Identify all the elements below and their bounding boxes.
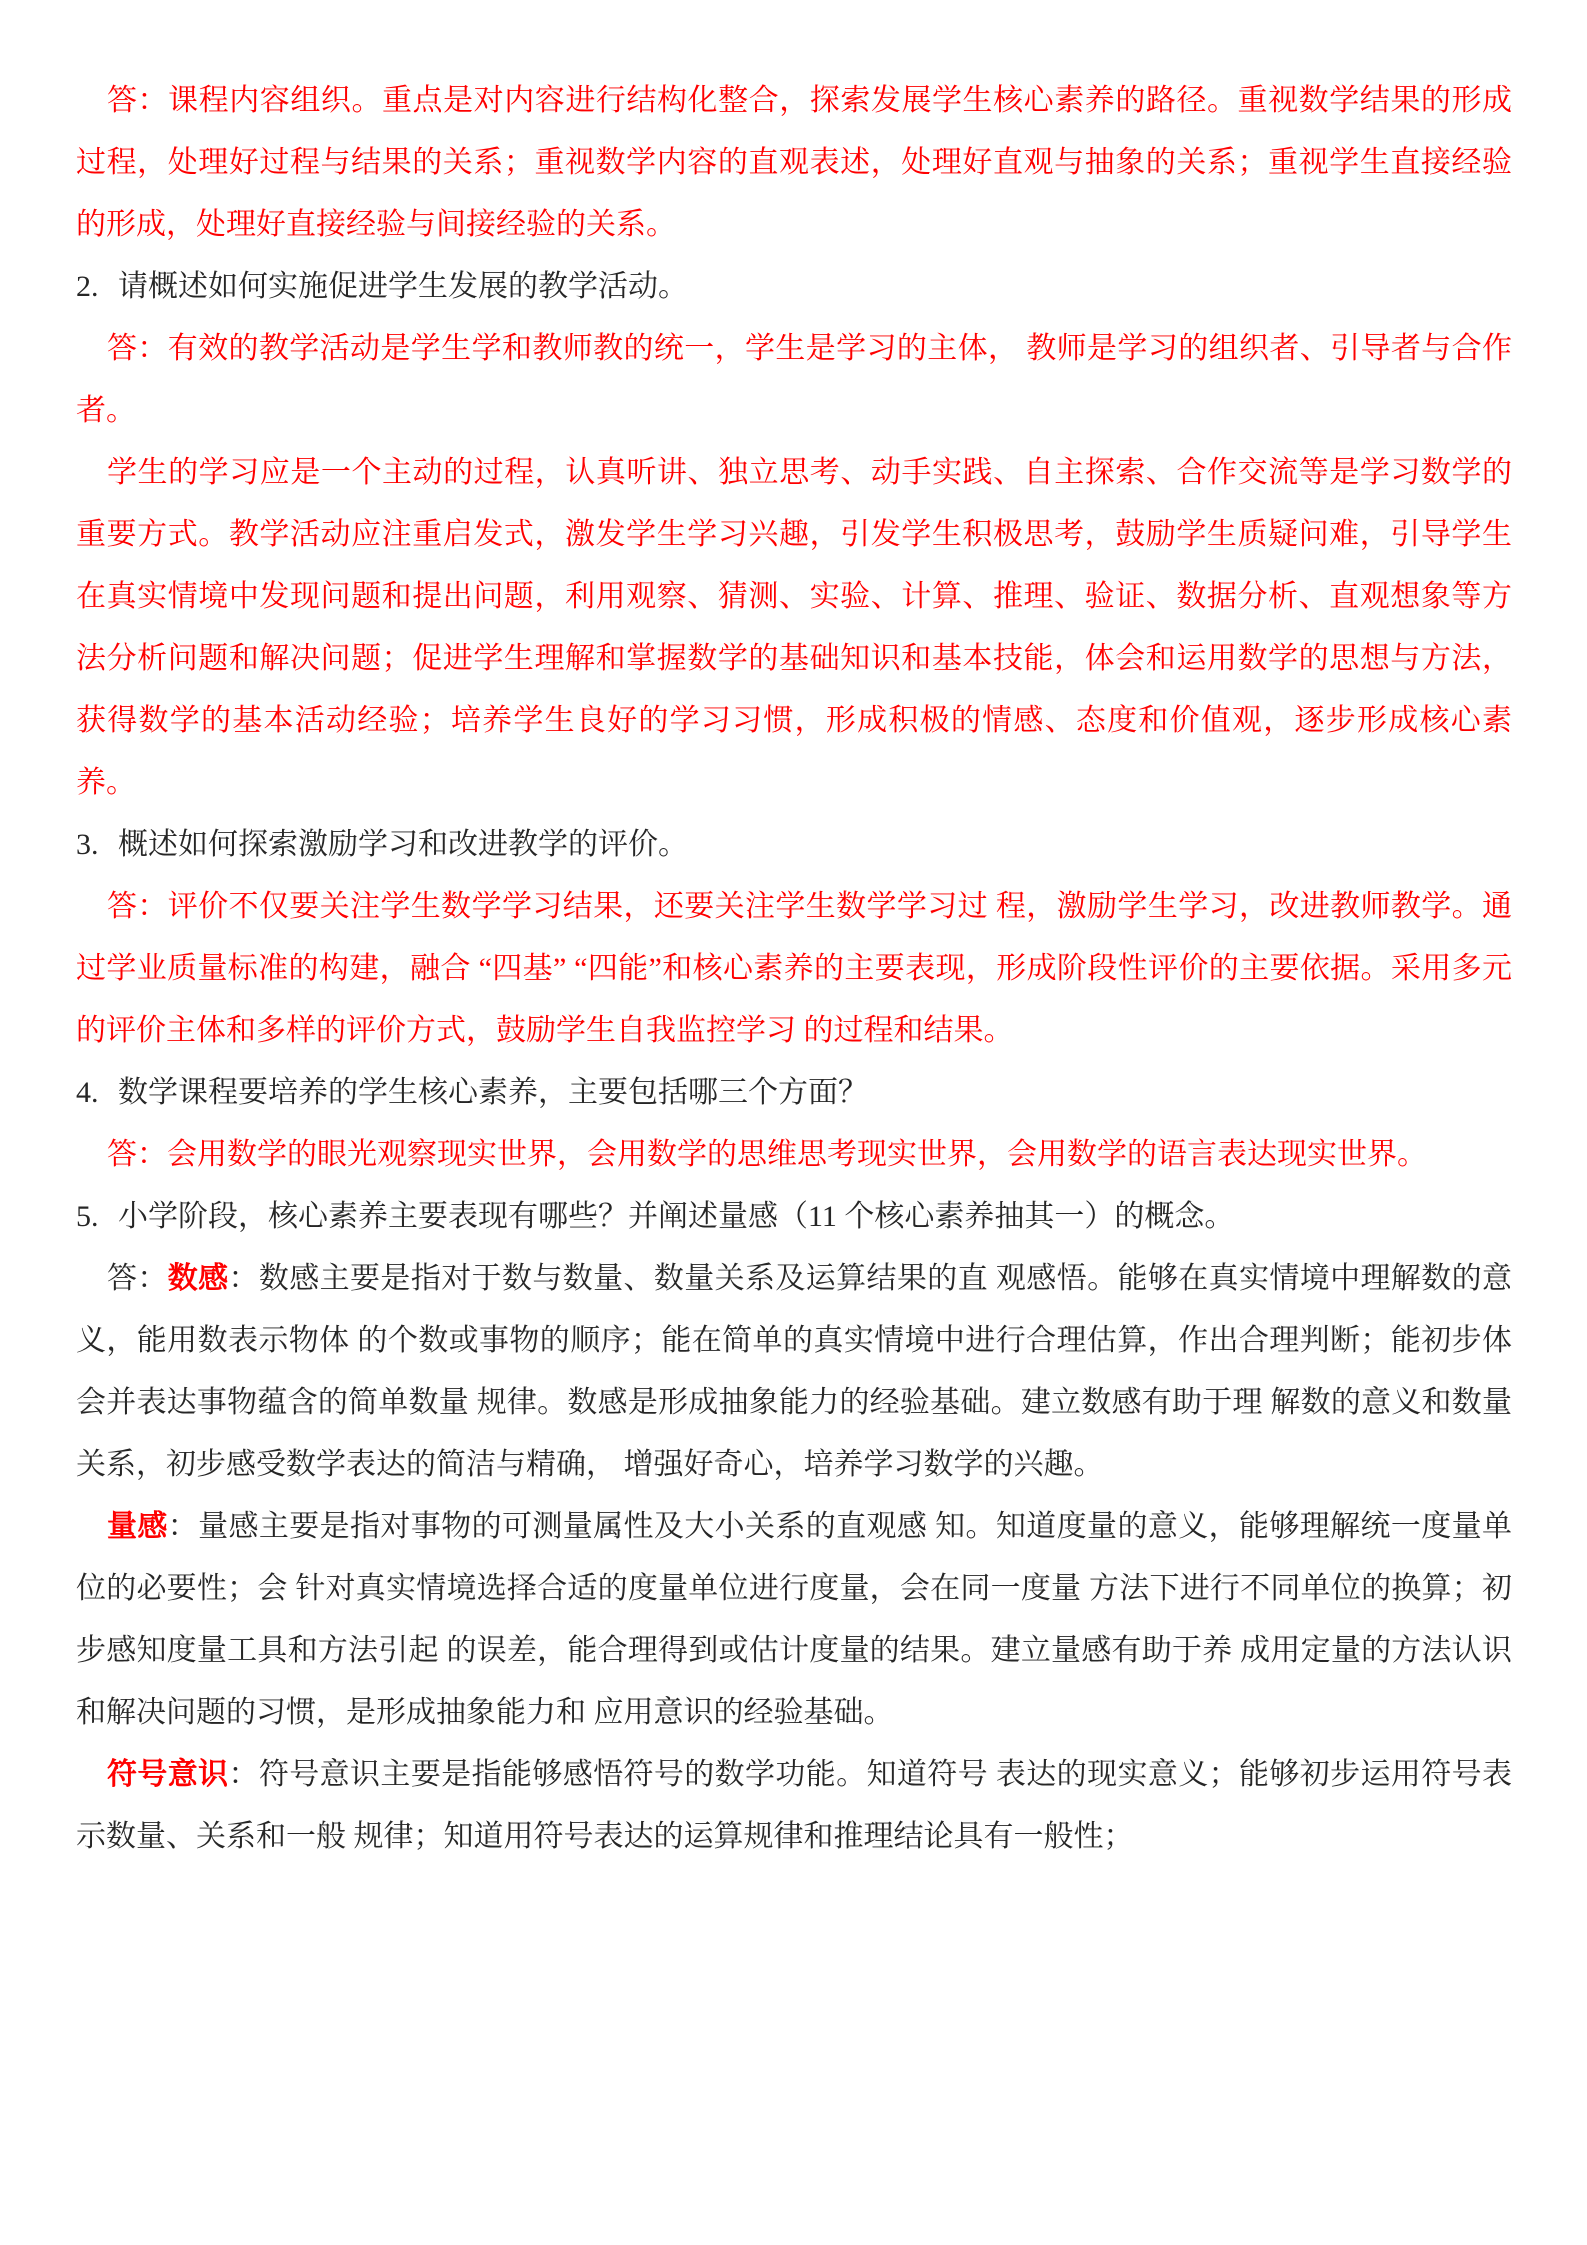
question-item: [76, 814, 1512, 876]
answer-paragraph: 答：会用数学的眼光观察现实世界，会用数学的思维思考现实世界，会用数学的语言表达现实世界。: [107, 1138, 1427, 1171]
definition-text: ：符号意识主要是指能够感悟符号的数学功能。知道符号 表达的现实意义；能够初步运用符号表示数量、关系和一般 规律；知道用符号表达的运算规律和推理结论具有一般性；: [76, 1758, 1513, 1853]
question-item: [76, 1186, 1512, 1248]
definition-paragraph: [76, 1744, 1512, 1868]
document-body: [76, 70, 1512, 1868]
definition-text: ：量感主要是指对事物的可测量属性及大小关系的直观感 知。知道度量的意义，能够理解统一度量单位的必要性；会 针对真实情境选择合适的度量单位进行度量，会在同一度量 方法下进行不同单位的换算；初步感知度量工具和方法引起 的误差，能合理得到或估计度量的结果。建立量感有助于养 成用定量的方法认识和解决问题的习惯，是形成抽象能力和 应用意识的经验基础。: [76, 1510, 1513, 1729]
answer-paragraph: 答：评价不仅要关注学生数学学习结果，还要关注学生数学学习过 程，激励学生学习，改进教师教学。通过学业质量标准的构建，融合 “四基” “四能”和核心素养的主要表现，形成阶段性评价的主要依据。采用多元的评价主体和多样的评价方式，鼓励学生自我监控学习 的过程和结果。: [76, 890, 1512, 1047]
answer-paragraph: 答：有效的教学活动是学生学和教师教的统一，学生是学习的主体， 教师是学习的组织者、引导者与合作者。: [76, 332, 1512, 427]
question-number: 3.: [76, 828, 99, 861]
highlighted-term: 符号意识: [107, 1758, 229, 1791]
definition-text: 答：: [107, 1262, 168, 1295]
question-number: 4.: [76, 1076, 99, 1109]
highlighted-term: 量感: [107, 1510, 168, 1543]
answer-paragraph: 学生的学习应是一个主动的过程，认真听讲、独立思考、动手实践、自主探索、合作交流等是学习数学的重要方式。教学活动应注重启发式，激发学生学习兴趣，引发学生积极思考，鼓励学生质疑问难，引导学生在真实情境中发现问题和提出问题，利用观察、猜测、实验、计算、推理、验证、数据分析、直观想象等方法分析问题和解决问题；促进学生理解和掌握数学的基础知识和基本技能，体会和运用数学的思想与方法，获得数学的基本活动经验；培养学生良好的学习习惯，形成积极的情感、态度和价值观，逐步形成核心素养。: [76, 456, 1512, 799]
answer-paragraph: 答：课程内容组织。重点是对内容进行结构化整合，探索发展学生核心素养的路径。重视数学结果的形成过程，处理好过程与结果的关系；重视数学内容的直观表述，处理好直观与抽象的关系；重视学生直接经验的形成，处理好直接经验与间接经验的关系。: [76, 84, 1512, 241]
question-text: 数学课程要培养的学生核心素养，主要包括哪三个方面？: [118, 1076, 868, 1109]
highlighted-term: 数感: [167, 1262, 229, 1295]
question-item: [76, 256, 1512, 318]
question-text: 请概述如何实施促进学生发展的教学活动。: [118, 270, 688, 303]
question-text: 小学阶段，核心素养主要表现有哪些？并阐述量感（11 个核心素养抽其一）的概念。: [118, 1200, 1235, 1233]
question-number: 2.: [76, 270, 99, 303]
definition-paragraph: [76, 1496, 1512, 1744]
definition-text: ：数感主要是指对于数与数量、数量关系及运算结果的直 观感悟。能够在真实情境中理解数的意义，能用数表示物体 的个数或事物的顺序；能在简单的真实情境中进行合理估算，作出合理判断；能初步体会并表达事物蕴含的简单数量 规律。数感是形成抽象能力的经验基础。建立数感有助于理 解数的意义和数量关系，初步感受数学表达的简洁与精确， 增强好奇心，培养学习数学的兴趣。: [76, 1262, 1513, 1481]
question-text: 概述如何探索激励学习和改进教学的评价。: [118, 828, 688, 861]
definition-paragraph: [76, 1248, 1512, 1496]
question-item: [76, 1062, 1512, 1124]
question-number: 5.: [76, 1200, 99, 1233]
